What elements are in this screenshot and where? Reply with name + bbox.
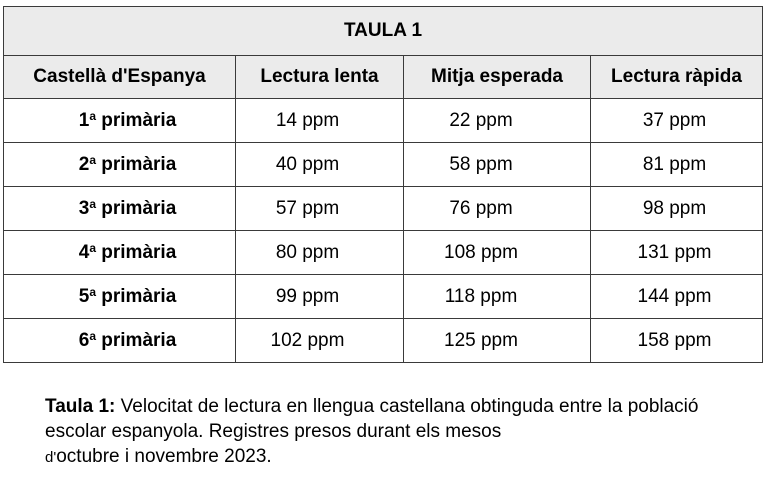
caption-small-prefix: d' <box>45 449 57 466</box>
grade-number: 4 <box>78 241 90 263</box>
row-grade-label <box>4 187 236 231</box>
row-grade-label <box>4 319 236 363</box>
grade-label <box>79 330 177 351</box>
speed-value: 125 ppm <box>444 329 518 351</box>
caption-label: Taula 1: <box>45 396 116 417</box>
header-castella: Castellà d'Espanya <box>4 56 236 99</box>
table-row <box>4 319 763 363</box>
table-row <box>4 143 763 187</box>
grade-number: 1 <box>78 109 90 131</box>
cell-mitja-esperada <box>404 231 591 275</box>
grade-ordinal: a <box>89 328 96 343</box>
cell-lectura-lenta <box>236 275 404 319</box>
row-grade-label <box>4 99 236 143</box>
speed-value: 144 ppm <box>637 285 712 307</box>
table-row <box>4 275 763 319</box>
grade-ordinal: a <box>89 152 96 167</box>
table-row <box>4 187 763 231</box>
speed-value: 76 ppm <box>449 197 513 219</box>
row-grade-label <box>4 275 236 319</box>
grade-number: 6 <box>78 329 90 351</box>
table-row <box>4 231 763 275</box>
speed-value: 80 ppm <box>275 241 340 263</box>
grade-label <box>79 198 177 219</box>
table-caption <box>45 394 735 470</box>
grade-ordinal: a <box>89 284 96 299</box>
speed-value: 22 ppm <box>449 109 513 131</box>
cell-lectura-lenta <box>236 143 404 187</box>
speed-value: 81 ppm <box>642 153 707 175</box>
speed-value: 98 ppm <box>642 197 707 219</box>
cell-lectura-rapida <box>591 231 763 275</box>
grade-text: primària <box>96 197 177 219</box>
row-grade-label <box>4 231 236 275</box>
speed-value: 14 ppm <box>275 109 340 131</box>
table-row <box>4 99 763 143</box>
grade-text: primària <box>96 109 177 131</box>
grade-text: primària <box>96 329 177 351</box>
speed-value: 108 ppm <box>444 241 518 263</box>
header-mitja-esperada: Mitja esperada <box>404 56 591 99</box>
cell-lectura-rapida <box>591 99 763 143</box>
grade-label <box>79 110 177 131</box>
header-lectura-lenta: Lectura lenta <box>236 56 404 99</box>
header-lectura-rapida: Lectura ràpida <box>591 56 763 99</box>
speed-value: 57 ppm <box>275 197 340 219</box>
grade-label <box>79 154 177 175</box>
cell-mitja-esperada <box>404 99 591 143</box>
cell-lectura-rapida <box>591 143 763 187</box>
grade-number: 5 <box>78 285 90 307</box>
reading-speed-table-container <box>3 6 762 363</box>
caption-text-end: octubre i novembre 2023. <box>56 446 272 467</box>
grade-label <box>79 242 177 263</box>
grade-text: primària <box>96 241 177 263</box>
cell-lectura-lenta <box>236 187 404 231</box>
cell-lectura-lenta <box>236 99 404 143</box>
grade-text: primària <box>96 153 177 175</box>
grade-label <box>79 286 177 307</box>
speed-value: 102 ppm <box>270 329 345 351</box>
speed-value: 118 ppm <box>444 285 518 307</box>
cell-lectura-rapida <box>591 319 763 363</box>
reading-speed-table <box>3 6 763 363</box>
cell-lectura-lenta <box>236 319 404 363</box>
grade-ordinal: a <box>89 240 96 255</box>
speed-value: 131 ppm <box>637 241 712 263</box>
cell-lectura-rapida <box>591 275 763 319</box>
speed-value: 37 ppm <box>642 109 707 131</box>
speed-value: 99 ppm <box>275 285 340 307</box>
grade-text: primària <box>96 285 177 307</box>
grade-number: 3 <box>78 197 90 219</box>
grade-number: 2 <box>78 153 90 175</box>
table-title: TAULA 1 <box>4 7 763 56</box>
cell-lectura-rapida <box>591 187 763 231</box>
cell-lectura-lenta <box>236 231 404 275</box>
cell-mitja-esperada <box>404 187 591 231</box>
speed-value: 40 ppm <box>275 153 340 175</box>
speed-value: 158 ppm <box>637 329 712 351</box>
cell-mitja-esperada <box>404 275 591 319</box>
speed-value: 58 ppm <box>449 153 513 175</box>
cell-mitja-esperada <box>404 143 591 187</box>
grade-ordinal: a <box>89 196 96 211</box>
cell-mitja-esperada <box>404 319 591 363</box>
grade-ordinal: a <box>89 108 96 123</box>
caption-text: Velocitat de lectura en llengua castellana obtinguda entre la població escolar espanyola. Registres presos durant els mesos <box>45 396 699 442</box>
row-grade-label <box>4 143 236 187</box>
